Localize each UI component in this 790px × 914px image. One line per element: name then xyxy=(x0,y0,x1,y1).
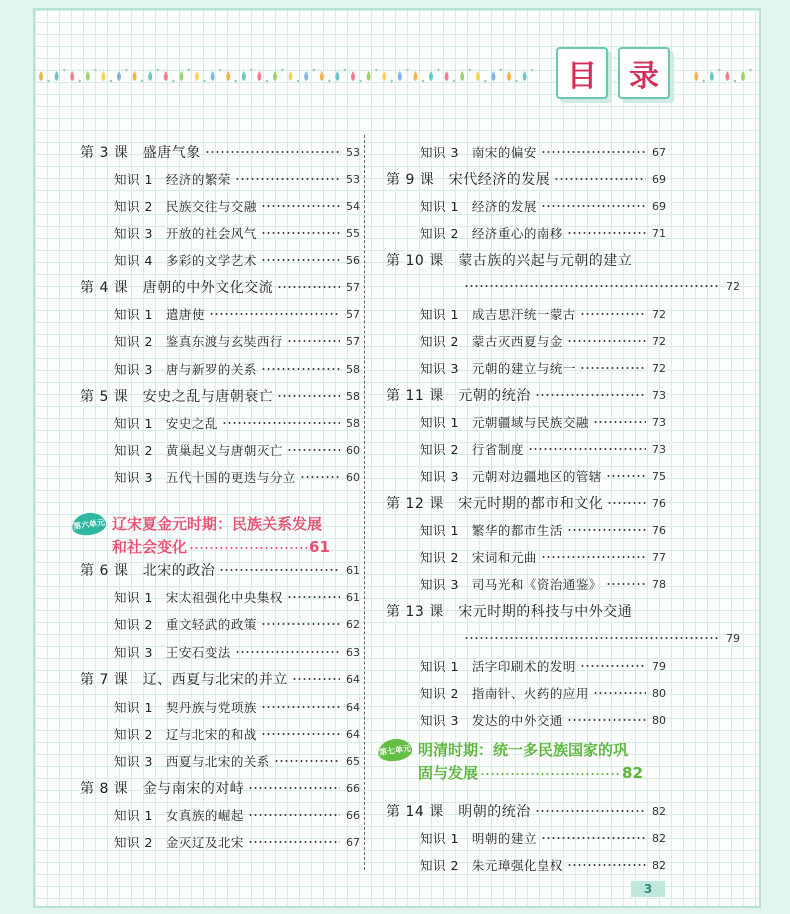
unit-title: 辽宋夏金元时期：民族关系发展 和社会变化 61 xyxy=(112,515,330,556)
entry-title: 知识 3 开放的社会风气 xyxy=(114,226,257,241)
leader-dots xyxy=(248,814,340,816)
entry-title: 知识 3 五代十国的更迭与分立 xyxy=(114,470,296,485)
leader-dots xyxy=(248,787,340,789)
toc-lesson-entry[interactable] xyxy=(386,275,740,297)
entry-title: 第 7 课 辽、西夏与北宋的并立 xyxy=(80,672,288,688)
entry-title: 第 9 课 宋代经济的发展 xyxy=(386,172,551,188)
toc-knowledge-entry[interactable] xyxy=(386,573,666,595)
entry-page-number: 58 xyxy=(346,389,360,403)
entry-title: 知识 1 遣唐使 xyxy=(114,307,205,322)
toc-lesson-entry[interactable] xyxy=(80,276,360,298)
leader-dots xyxy=(567,232,646,234)
toc-knowledge-entry[interactable] xyxy=(80,249,360,271)
entry-title: 知识 1 女真族的崛起 xyxy=(114,808,244,823)
entry-page-number: 80 xyxy=(652,686,666,700)
entry-page-number: 82 xyxy=(652,831,666,845)
leader-dots xyxy=(261,259,340,261)
toc-knowledge-entry[interactable] xyxy=(386,141,666,163)
toc-lesson-entry[interactable] xyxy=(386,249,666,271)
entry-title: 知识 1 繁华的都市生活 xyxy=(420,523,563,538)
leader-dots xyxy=(541,205,646,207)
toc-lesson-entry[interactable] xyxy=(386,800,666,822)
entry-page-number: 64 xyxy=(346,727,360,741)
toc-knowledge-entry[interactable] xyxy=(80,466,360,488)
toc-knowledge-entry[interactable] xyxy=(386,854,666,876)
unit-badge: 第七单元 xyxy=(377,737,414,764)
toc-knowledge-entry[interactable] xyxy=(386,330,666,352)
leader-dots xyxy=(554,178,646,180)
entry-page-number: 61 xyxy=(346,590,360,604)
toc-lesson-entry[interactable] xyxy=(80,141,360,163)
entry-title: 知识 1 契丹族与党项族 xyxy=(114,700,257,715)
toc-knowledge-entry[interactable] xyxy=(386,546,666,568)
entry-page-number: 53 xyxy=(346,145,360,159)
entry-title: 第 8 课 金与南宋的对峙 xyxy=(80,781,245,797)
entry-title: 知识 1 宋太祖强化中央集权 xyxy=(114,590,283,605)
entry-title: 知识 2 行省制度 xyxy=(420,442,524,457)
entry-page-number: 58 xyxy=(346,416,360,430)
entry-page-number: 57 xyxy=(346,307,360,321)
entry-title: 知识 2 宋词和元曲 xyxy=(420,550,537,565)
leader-dots xyxy=(219,569,340,571)
entry-title: 第 5 课 安史之乱与唐朝衰亡 xyxy=(80,389,274,405)
title-char-lu: 录 xyxy=(618,47,670,99)
entry-title: 第 12 课 宋元时期的都市和文化 xyxy=(386,496,604,512)
entry-title: 第 4 课 唐朝的中外文化交流 xyxy=(80,280,274,296)
leader-dots xyxy=(261,733,340,735)
entry-title: 第 6 课 北宋的政治 xyxy=(80,563,216,579)
entry-title: 知识 3 发达的中外交通 xyxy=(420,713,563,728)
entry-title: 知识 2 金灭辽及北宋 xyxy=(114,835,244,850)
entry-page-number: 80 xyxy=(652,713,666,727)
leader-dots xyxy=(300,476,340,478)
toc-knowledge-entry[interactable] xyxy=(80,750,360,772)
entry-page-number: 82 xyxy=(652,858,666,872)
entry-page-number: 55 xyxy=(346,226,360,240)
leader-dots xyxy=(541,837,646,839)
toc-knowledge-entry[interactable] xyxy=(386,655,666,677)
entry-title: 知识 3 元朝对边疆地区的管辖 xyxy=(420,469,602,484)
leader-dots xyxy=(205,151,340,153)
toc-knowledge-entry[interactable] xyxy=(80,412,360,434)
entry-page-number: 64 xyxy=(346,700,360,714)
leader-dots xyxy=(580,313,646,315)
toc-knowledge-entry[interactable] xyxy=(80,723,360,745)
leader-dots xyxy=(277,395,340,397)
entry-page-number: 60 xyxy=(346,470,360,484)
entry-title: 知识 3 元朝的建立与统一 xyxy=(420,361,576,376)
entry-page-number: 77 xyxy=(652,550,666,564)
entry-page-number: 75 xyxy=(652,469,666,483)
entry-title: 知识 1 经济的繁荣 xyxy=(114,172,231,187)
entry-title: 知识 2 黄巢起义与唐朝灭亡 xyxy=(114,443,283,458)
toc-knowledge-entry[interactable] xyxy=(80,586,360,608)
leader-dots xyxy=(209,313,340,315)
unit-badge: 第六单元 xyxy=(71,511,108,538)
title-char-mu: 目 xyxy=(556,47,608,99)
entry-page-number: 72 xyxy=(652,307,666,321)
toc-knowledge-entry[interactable] xyxy=(80,168,360,190)
entry-title: 知识 3 王安石变法 xyxy=(114,645,231,660)
leader-dots xyxy=(580,665,646,667)
entry-page-number: 82 xyxy=(652,804,666,818)
leader-dots xyxy=(606,475,646,477)
toc-knowledge-entry[interactable] xyxy=(386,357,666,379)
entry-page-number: 66 xyxy=(346,808,360,822)
entry-page-number: 53 xyxy=(346,172,360,186)
entry-page-number: 67 xyxy=(652,145,666,159)
entry-page-number: 76 xyxy=(652,496,666,510)
entry-title: 知识 1 安史之乱 xyxy=(114,416,218,431)
entry-page-number: 66 xyxy=(346,781,360,795)
toc-knowledge-entry[interactable] xyxy=(80,613,360,635)
toc-knowledge-entry[interactable] xyxy=(80,195,360,217)
entry-title: 知识 3 司马光和《资治通鉴》 xyxy=(420,577,602,592)
entry-page-number: 54 xyxy=(346,199,360,213)
toc-knowledge-entry[interactable] xyxy=(80,831,360,853)
leader-dots xyxy=(580,367,646,369)
toc-lesson-entry[interactable] xyxy=(386,627,740,649)
toc-knowledge-entry[interactable] xyxy=(386,195,666,217)
leader-dots xyxy=(541,556,646,558)
leader-dots xyxy=(277,286,340,288)
entry-title: 知识 2 鉴真东渡与玄奘西行 xyxy=(114,334,283,349)
toc-lesson-entry[interactable] xyxy=(80,559,360,581)
entry-title: 第 14 课 明朝的统治 xyxy=(386,804,531,820)
leader-dots xyxy=(292,678,340,680)
entry-page-number: 62 xyxy=(346,617,360,631)
toc-knowledge-entry[interactable] xyxy=(80,696,360,718)
leader-dots xyxy=(464,285,720,287)
entry-title: 知识 2 民族交往与交融 xyxy=(114,199,257,214)
column-divider xyxy=(364,135,365,870)
entry-page-number: 69 xyxy=(652,172,666,186)
entry-title: 知识 2 重文轻武的政策 xyxy=(114,617,257,632)
leader-dots xyxy=(567,340,646,342)
entry-title: 知识 2 朱元璋强化皇权 xyxy=(420,858,563,873)
entry-page-number: 65 xyxy=(346,754,360,768)
toc-knowledge-entry[interactable] xyxy=(80,439,360,461)
entry-page-number: 79 xyxy=(726,631,740,645)
entry-title: 知识 1 成吉思汗统一蒙古 xyxy=(420,307,576,322)
toc-lesson-entry[interactable] xyxy=(386,384,666,406)
page-number: 3 xyxy=(631,881,665,897)
toc-lesson-entry[interactable] xyxy=(80,777,360,799)
leader-dots xyxy=(222,422,340,424)
toc-knowledge-entry[interactable] xyxy=(386,222,666,244)
toc-knowledge-entry[interactable] xyxy=(386,438,666,460)
entry-page-number: 63 xyxy=(346,645,360,659)
entry-page-number: 61 xyxy=(346,563,360,577)
entry-title: 第 11 课 元朝的统治 xyxy=(386,388,531,404)
entry-page-number: 64 xyxy=(346,672,360,686)
entry-title: 知识 1 活字印刷术的发明 xyxy=(420,659,576,674)
leader-dots xyxy=(274,760,340,762)
toc-knowledge-entry[interactable] xyxy=(386,303,666,325)
toc-knowledge-entry[interactable] xyxy=(80,641,360,663)
leader-dots xyxy=(464,637,720,639)
entry-title: 第 3 课 盛唐气象 xyxy=(80,145,201,161)
toc-knowledge-entry[interactable] xyxy=(386,827,666,849)
entry-title: 知识 2 指南针、火药的应用 xyxy=(420,686,589,701)
entry-title: 第 10 课 蒙古族的兴起与元朝的建立 xyxy=(386,253,633,269)
toc-lesson-entry[interactable] xyxy=(386,492,666,514)
toc-lesson-entry[interactable] xyxy=(386,168,666,190)
leader-dots xyxy=(567,529,646,531)
toc-knowledge-entry[interactable] xyxy=(386,519,666,541)
toc-knowledge-entry[interactable] xyxy=(80,358,360,380)
unit-title: 明清时期：统一多民族国家的巩 固与发展 82 xyxy=(418,741,643,782)
toc-knowledge-entry[interactable] xyxy=(80,222,360,244)
leader-dots xyxy=(287,596,340,598)
leader-dots xyxy=(261,368,340,370)
leader-dots xyxy=(287,340,340,342)
entry-page-number: 60 xyxy=(346,443,360,457)
leader-dots xyxy=(261,205,340,207)
leader-dots xyxy=(567,719,646,721)
leader-dots xyxy=(261,706,340,708)
entry-title: 知识 4 多彩的文学艺术 xyxy=(114,253,257,268)
entry-title: 知识 2 蒙古灭西夏与金 xyxy=(420,334,563,349)
toc-knowledge-entry[interactable] xyxy=(386,465,666,487)
entry-page-number: 69 xyxy=(652,199,666,213)
leader-dots xyxy=(606,583,646,585)
toc-knowledge-entry[interactable] xyxy=(386,411,666,433)
toc-knowledge-entry[interactable] xyxy=(386,682,666,704)
entry-title: 知识 3 西夏与北宋的关系 xyxy=(114,754,270,769)
entry-page-number: 79 xyxy=(652,659,666,673)
entry-page-number: 57 xyxy=(346,334,360,348)
entry-page-number: 58 xyxy=(346,362,360,376)
entry-title: 知识 1 明朝的建立 xyxy=(420,831,537,846)
leader-dots xyxy=(593,421,646,423)
leader-dots xyxy=(607,502,646,504)
entry-title: 知识 3 唐与新罗的关系 xyxy=(114,362,257,377)
entry-title: 第 13 课 宋元时期的科技与中外交通 xyxy=(386,604,633,620)
leader-dots xyxy=(287,449,340,451)
leader-dots xyxy=(261,623,340,625)
entry-title: 知识 3 南宋的偏安 xyxy=(420,145,537,160)
entry-page-number: 73 xyxy=(652,415,666,429)
entry-page-number: 72 xyxy=(652,334,666,348)
entry-page-number: 67 xyxy=(346,835,360,849)
entry-page-number: 71 xyxy=(652,226,666,240)
entry-title: 知识 1 元朝疆域与民族交融 xyxy=(420,415,589,430)
entry-page-number: 56 xyxy=(346,253,360,267)
entry-page-number: 57 xyxy=(346,280,360,294)
entry-page-number: 72 xyxy=(726,279,740,293)
entry-page-number: 72 xyxy=(652,361,666,375)
leader-dots xyxy=(261,232,340,234)
entry-title: 知识 2 辽与北宋的和战 xyxy=(114,727,257,742)
toc-lesson-entry[interactable] xyxy=(386,600,666,622)
toc-knowledge-entry[interactable] xyxy=(80,804,360,826)
toc-knowledge-entry[interactable] xyxy=(80,330,360,352)
entry-title: 知识 1 经济的发展 xyxy=(420,199,537,214)
leader-dots xyxy=(541,151,646,153)
leader-dots xyxy=(528,448,646,450)
entry-page-number: 78 xyxy=(652,577,666,591)
entry-page-number: 76 xyxy=(652,523,666,537)
toc-lesson-entry[interactable] xyxy=(80,385,360,407)
entry-page-number: 73 xyxy=(652,442,666,456)
toc-knowledge-entry[interactable] xyxy=(80,303,360,325)
leader-dots xyxy=(535,394,646,396)
leader-dots xyxy=(248,841,340,843)
leader-dots xyxy=(593,692,646,694)
leader-dots xyxy=(567,864,646,866)
toc-lesson-entry[interactable] xyxy=(80,668,360,690)
entry-title: 知识 2 经济重心的南移 xyxy=(420,226,563,241)
leader-dots xyxy=(535,810,646,812)
entry-page-number: 73 xyxy=(652,388,666,402)
leader-dots xyxy=(235,651,340,653)
toc-knowledge-entry[interactable] xyxy=(386,709,666,731)
leader-dots xyxy=(235,178,340,180)
